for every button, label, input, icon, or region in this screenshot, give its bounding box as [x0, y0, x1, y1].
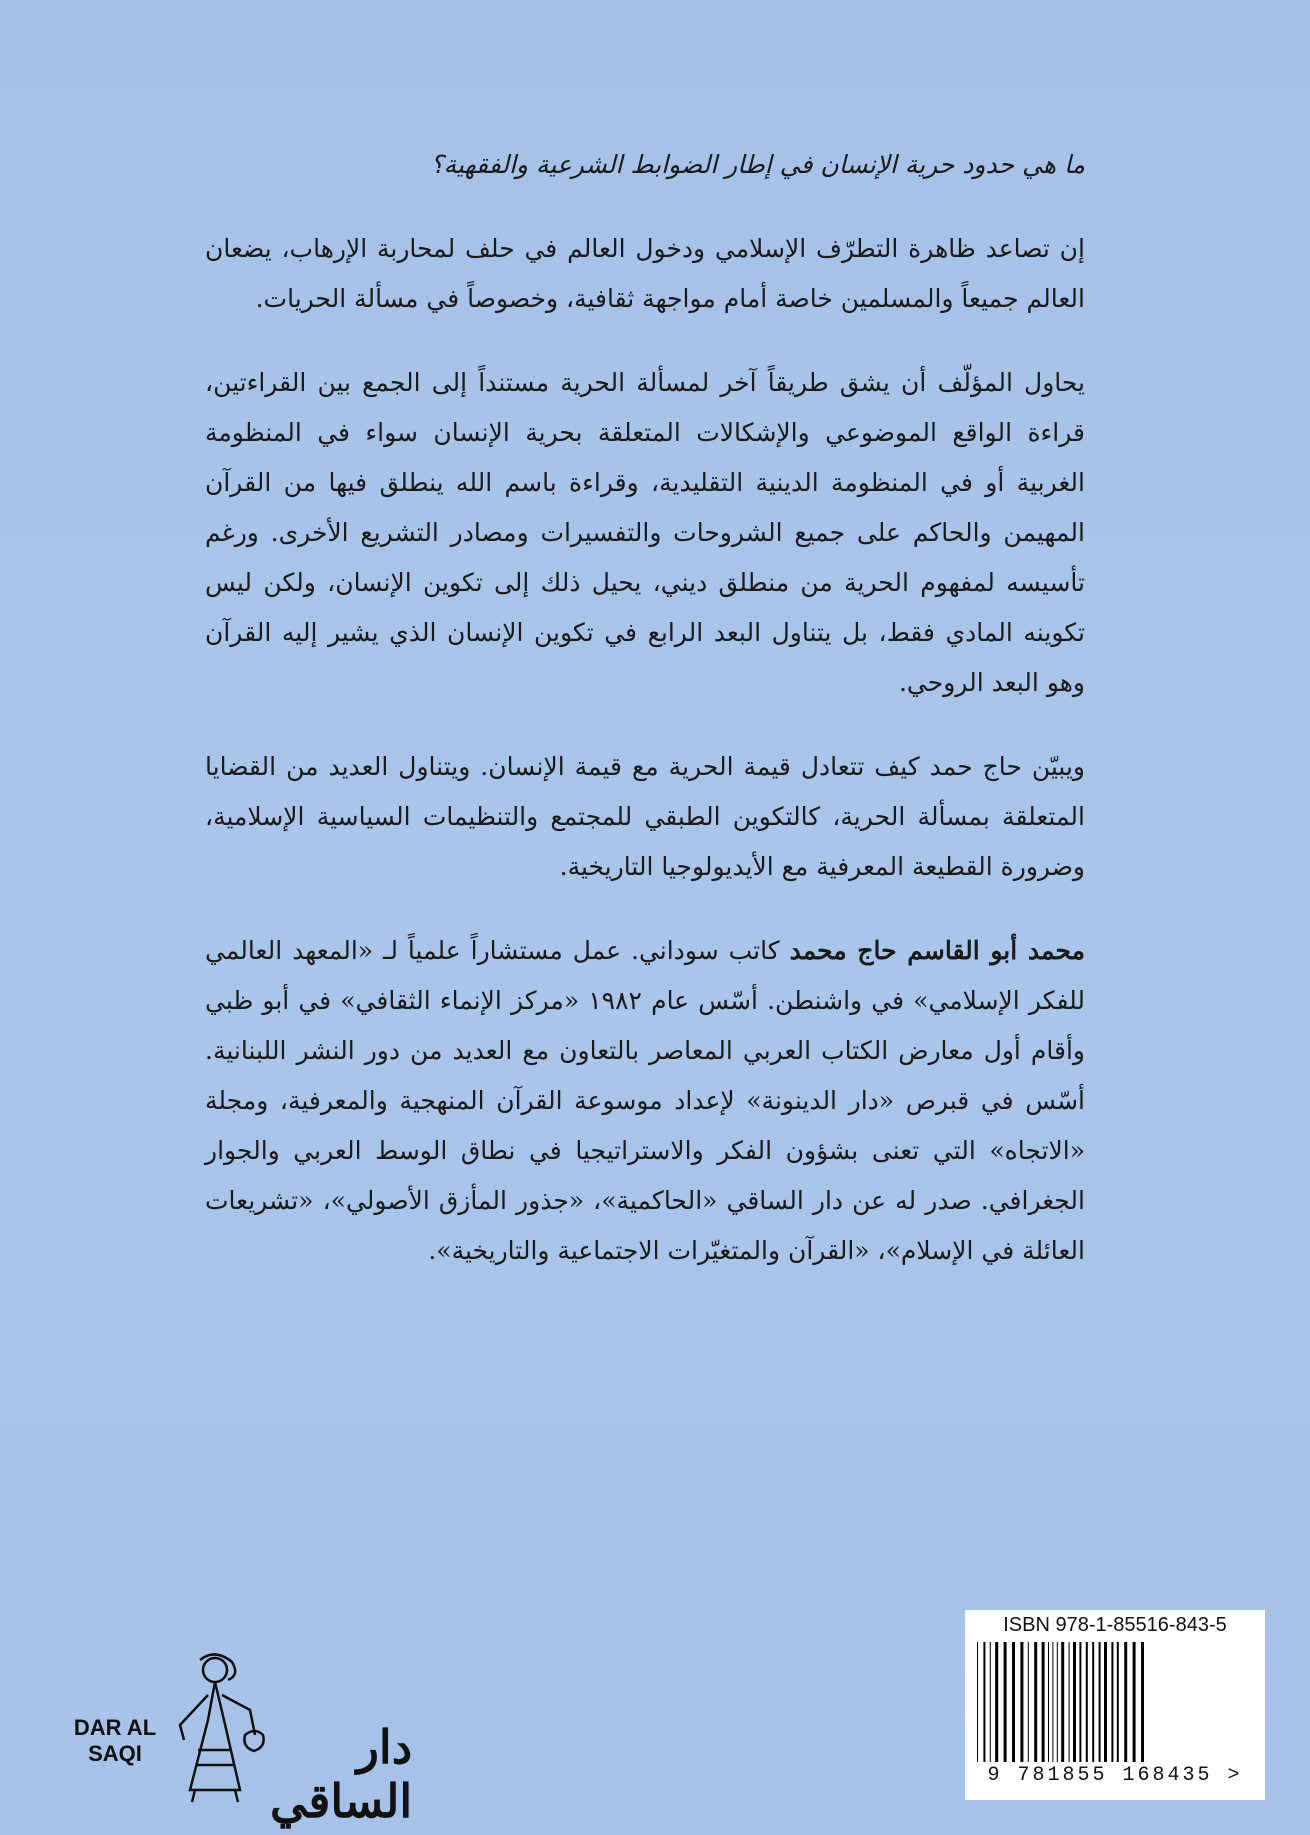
- author-bio: كاتب سوداني. عمل مستشاراً علمياً لـ «المعهد العالمي للفكر الإسلامي» في واشنطن. أسّس عام ١٩٨٢ «مركز الإنماء الثقافي» في أبو ظبي وأقام أول معارض الكتاب العربي المعاصر بالتعاون مع العديد من دور النشر اللبنانية. أسّس في قبرص «دار الدينونة» لإعداد موسوعة القرآن المنهجية والمعرفية، ومجلة «الاتجاه» التي تعنى بشؤون الفكر والاستراتيجيا في نطاق الوسط العربي والجوار الجغرافي. صدر له عن دار الساقي «الحاكمية»، «جذور المأزق الأصولي»، «تشريعات العائلة في الإسلام»، «القرآن والمتغيّرات الاجتماعية والتاريخية».: [205, 936, 1085, 1265]
- barcode-bar: [983, 1642, 985, 1762]
- water-carrier-figure-icon: [160, 1650, 270, 1805]
- barcode-bar: [1057, 1642, 1058, 1762]
- isbn-label: ISBN 978-1-85516-843-5: [1003, 1614, 1227, 1636]
- barcode-bar: [1042, 1642, 1045, 1762]
- barcode-bar: [1079, 1642, 1081, 1762]
- author-name: محمد أبو القاسم حاج محمد: [789, 936, 1085, 965]
- barcode-digits: 9 781855 168435 >: [987, 1764, 1243, 1787]
- barcode-bar: [1133, 1642, 1136, 1762]
- blurb-paragraph-1: إن تصاعد ظاهرة التطرّف الإسلامي ودخول العالم في حلف لمحاربة الإرهاب، يضعان العالم جميعاً والمسلمين خاصة أمام مواجهة ثقافية، وخصوصاً في مسألة الحريات.: [205, 234, 1085, 313]
- barcode-bar: [1117, 1642, 1119, 1762]
- barcode-bar: [1124, 1642, 1127, 1762]
- question-heading: ما هي حدود حرية الإنسان في إطار الضوابط الشرعية والفقهية؟: [430, 150, 1085, 179]
- barcode-bar: [1086, 1642, 1088, 1762]
- barcode-bar: [1092, 1642, 1094, 1762]
- blurb-paragraph-2: يحاول المؤلّف أن يشق طريقاً آخر لمسألة الحرية مستنداً إلى الجمع بين القراءتين، قراءة الواقع الموضوعي والإشكالات المتعلقة بحرية الإنسان سواء في المنظومة الغربية أو في المنظومة الدينية التقليدية، وقراءة باسم الله ينطلق فيها من القرآن المهيمن والحاكم على جميع الشروحات والتفسيرات ومصادر التشريع الأخرى. ورغم تأسيسه لمفهوم الحرية من منطلق ديني، يحيل ذلك إلى تكوين الإنسان، ولكن ليس تكوينه المادي فقط، بل يتناول البعد الرابع في تكوين الإنسان الذي يشير إليه القرآن وهو البعد الروحي.: [205, 368, 1085, 697]
- barcode-bar: [1012, 1642, 1015, 1762]
- barcode-bar: [1061, 1642, 1064, 1762]
- barcode-bar: [990, 1642, 991, 1762]
- barcode-bar: [1004, 1642, 1007, 1762]
- barcode-bar: [1073, 1642, 1076, 1762]
- barcode-bar: [977, 1642, 978, 1762]
- barcode-bar: [1020, 1642, 1023, 1762]
- barcode-bars: [975, 1642, 1257, 1762]
- publisher-arabic-name: دار الساقي: [270, 1720, 413, 1828]
- author-bio-paragraph: [205, 926, 1085, 1276]
- barcode-bar: [1111, 1642, 1113, 1762]
- barcode-bar: [1052, 1642, 1053, 1762]
- barcode-bar: [1141, 1642, 1144, 1762]
- barcode-bar: [995, 1642, 998, 1762]
- isbn-barcode: [965, 1610, 1265, 1800]
- barcode-bar: [1099, 1642, 1101, 1762]
- barcode-bar: [1048, 1642, 1049, 1762]
- publisher-latin-name: DAR AL SAQI: [73, 1715, 157, 1766]
- barcode-bar: [1034, 1642, 1037, 1762]
- barcode-bar: [1069, 1642, 1070, 1762]
- barcode-bar: [1028, 1642, 1029, 1762]
- publisher-logo: [70, 1650, 413, 1828]
- blurb-text-block: [205, 140, 1085, 1310]
- barcode-bar: [1104, 1642, 1107, 1762]
- blurb-paragraph-3: ويبيّن حاج حمد كيف تتعادل قيمة الحرية مع قيمة الإنسان. ويتناول العديد من القضايا المتعلقة بمسألة الحرية، كالتكوين الطبقي للمجتمع والتنظيمات السياسية الإسلامية، وضرورة القطيعة المعرفية مع الأيديولوجيا التاريخية.: [205, 752, 1085, 881]
